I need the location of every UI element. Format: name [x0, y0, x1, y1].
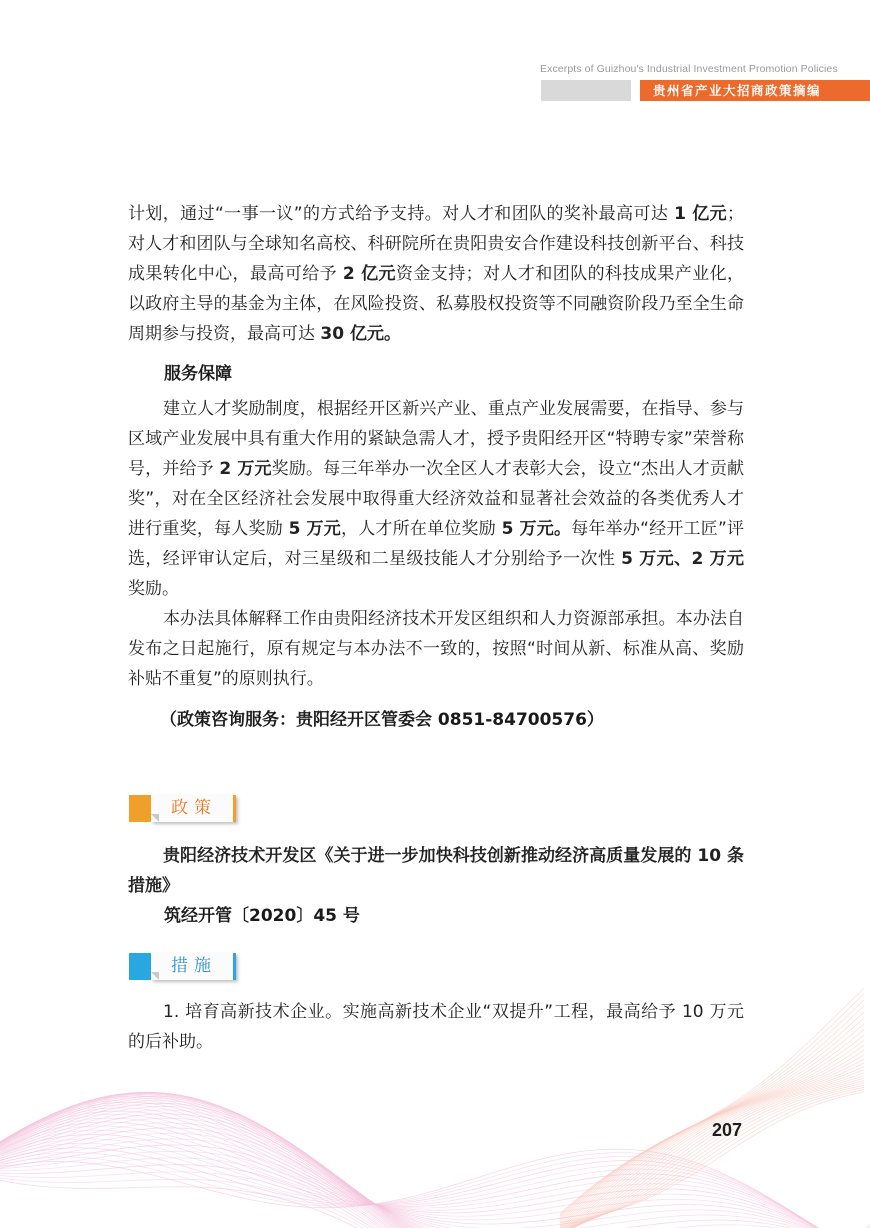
paragraph-text: 建立人才奖励制度，根据经开区新兴产业、重点产业发展需要，在指导、参与区域产业发展中具有重大作用的紧缺急需人才，授予贵阳经开区“特聘专家”荣誉称号，并给予	[128, 399, 744, 479]
header-chinese-title: 贵州省产业大招商政策摘编	[640, 80, 870, 101]
paragraph-text: 计划，通过“一事一议”的方式给予支持。对人才和团队的奖补最高可达	[128, 204, 675, 224]
paragraph-text: ；对人才和团队与全球知名高校、科研院所在贵阳贵安合作建设科技创新平台、科技成果转化中心，最高可给予	[128, 204, 744, 284]
closing-paragraph-block	[128, 604, 744, 694]
wave-line	[0, 1096, 870, 1228]
wave-line	[0, 1098, 870, 1228]
contact-line: （政策咨询服务：贵阳经开区管委会 0851-84700576）	[160, 710, 604, 730]
wave-line	[560, 1070, 864, 1228]
service-heading: 服务保障	[164, 364, 232, 384]
measure-tag	[129, 953, 236, 980]
service-paragraph-block	[128, 394, 744, 604]
paragraph-text: 每年举办“经开工匠”评选，经评审认定后，对三星级和二星级技能人才分别给予一次性	[128, 519, 745, 569]
policy-tag	[129, 795, 236, 822]
emphasized-amount: 2 万元	[219, 459, 272, 479]
emphasized-amount: 2 亿元	[342, 264, 396, 284]
measure-item-block	[128, 997, 744, 1057]
policy-tag-label: 政策	[171, 798, 217, 818]
paragraph-text: 奖励。	[128, 579, 179, 599]
page-number: 207	[711, 1120, 742, 1140]
emphasized-amount: 5 万元、2 万元	[621, 549, 745, 569]
emphasized-amount: 5 万元	[288, 519, 341, 539]
closing-paragraph: 本办法具体解释工作由贵阳经济技术开发区组织和人力资源部承担。本办法自发布之日起施行，原有规定与本办法不一致的，按照“时间从新、标准从高、奖励补贴不重复”的原则执行。	[128, 609, 744, 689]
measure-tag-label: 措施	[171, 956, 217, 976]
emphasized-amount: 1 亿元	[674, 204, 727, 224]
intro-paragraph-block	[128, 199, 744, 349]
intro-paragraph	[128, 199, 744, 349]
paragraph-text: 资金支持；对人才和团队的科技成果产业化，以政府主导的基金为主体，在风险投资、私募股权投资等不同融资阶段乃至全生命周期参与投资，最高可达	[128, 264, 745, 344]
measure-item-1: 1. 培育高新技术企业。实施高新技术企业“双提升”工程，最高给予 10 万元的后补助。	[128, 1002, 744, 1052]
header-english-title: Excerpts of Guizhou's Industrial Investment Promotion Policies	[540, 63, 838, 75]
header-gray-bar	[541, 80, 631, 101]
paragraph-text: 奖励。每三年举办一次全区人才表彰大会，设立“杰出人才贡献奖”，对在全区经济社会发展中取得重大经济效益和显著社会效益的各类优秀人才进行重奖，每人奖励	[128, 459, 745, 539]
policy-title-block	[128, 841, 744, 901]
paragraph-text: ，人才所在单位奖励	[341, 519, 502, 539]
policy-title: 贵阳经济技术开发区《关于进一步加快科技创新推动经济高质量发展的 10 条措施》	[128, 846, 744, 896]
service-paragraph	[128, 394, 744, 604]
policy-doc-number: 筑经开管〔2020〕45 号	[164, 906, 360, 926]
wave-line	[0, 1096, 870, 1228]
wave-line	[560, 1083, 864, 1228]
emphasized-amount: 5 万元。	[501, 519, 572, 539]
emphasized-amount: 30 亿元。	[320, 324, 401, 344]
